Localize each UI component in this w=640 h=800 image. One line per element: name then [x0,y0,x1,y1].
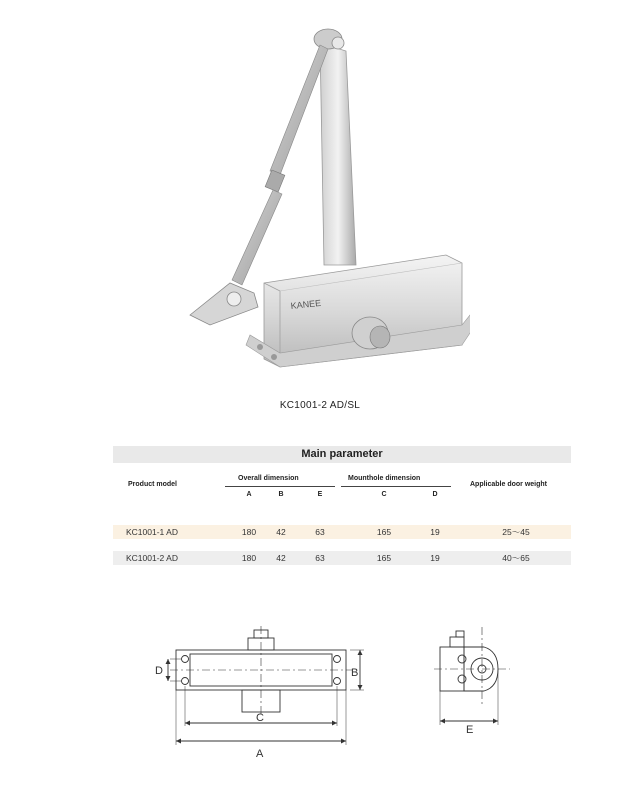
cell-e: 63 [315,527,325,537]
product-caption: KC1001-2 AD/SL [279,400,361,411]
cell-a: 180 [241,553,257,563]
table-row [113,525,571,539]
mount-hole-bl [182,678,189,685]
cell-model: KC1001-1 AD [126,527,178,537]
mount-hole-tl [182,656,189,663]
cell-c: 165 [376,553,392,563]
dim-label-c: C [256,712,264,724]
mount-hole-tr [334,656,341,663]
cell-c: 165 [376,527,392,537]
cell-a: 180 [241,527,257,537]
overall-divider [225,486,335,487]
cell-d: 19 [430,527,440,537]
dim-label-e: E [466,724,474,736]
mount-hole-br [334,678,341,685]
table-row [113,551,571,565]
cell-b: 42 [276,527,286,537]
header-door-weight: Applicable door weight [470,481,548,488]
header-b: B [278,491,284,498]
dim-label-b: B [351,667,359,679]
header-mounthole-dimension: Mounthole dimension [348,475,421,482]
cell-e: 63 [315,553,325,563]
dim-label-d: D [155,665,163,677]
brand-label: KANEE [290,297,322,311]
cell-weight: 40～65 [502,553,530,563]
mounthole-divider [341,486,451,487]
cell-weight: 25～45 [502,527,530,537]
side-top-pin [450,637,464,647]
side-hole-bottom [458,675,466,683]
side-top-cap [456,631,464,637]
parameter-table [113,446,571,565]
side-view-drawing [430,625,525,740]
table-title: Main parameter [113,446,571,463]
header-d: D [432,491,438,498]
door-closer-illustration [170,15,470,375]
cell-b: 42 [276,553,286,563]
front-view-drawing [150,620,370,760]
side-hole-top [458,655,466,663]
dim-label-a: A [256,748,264,760]
header-a: A [246,491,252,498]
header-c: C [381,491,387,498]
header-product-model: Product model [128,481,178,488]
header-overall-dimension: Overall dimension [238,475,299,482]
cell-model: KC1001-2 AD [126,553,178,563]
table-header [113,463,571,509]
header-e: E [317,491,323,498]
cell-d: 19 [430,553,440,563]
